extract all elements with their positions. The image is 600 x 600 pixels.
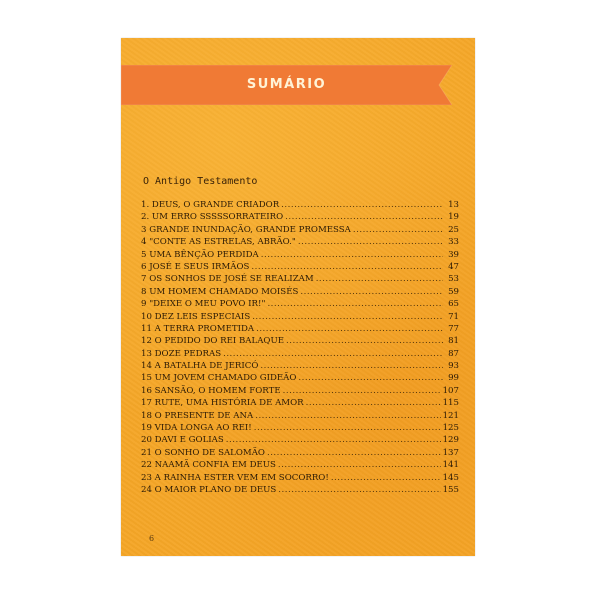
toc-entry-title: 17 RUTE, UMA HISTÓRIA DE AMOR [141, 398, 304, 409]
toc-entry-page: 129 [442, 435, 459, 446]
toc-entry [141, 360, 459, 372]
toc-entry-title: 20 DAVI E GOLIAS [141, 435, 224, 446]
toc-entry-title: 8 UM HOMEM CHAMADO MOISÉS [141, 286, 299, 297]
toc-entry-page: 121 [442, 410, 459, 421]
toc-leader-dots [278, 484, 440, 496]
toc-entry-title: 15 UM JOVEM CHAMADO GIDEÃO [141, 373, 297, 384]
toc-entry-page: 47 [448, 261, 459, 272]
toc-entry-title: 9 "DEIXE O MEU POVO IR!" [141, 299, 266, 310]
toc-entry-title: 14 A BATALHA DE JERICÓ [141, 361, 259, 372]
toc-leader-dots [281, 199, 443, 211]
toc-leader-dots [353, 224, 443, 236]
toc-entry-title: 10 DEZ LEIS ESPECIAIS [141, 311, 251, 322]
toc-entry-title: 1. DEUS, O GRANDE CRIADOR [141, 200, 280, 210]
toc-entry [141, 397, 459, 409]
toc-leader-dots [285, 211, 443, 223]
toc-leader-dots [267, 447, 441, 459]
toc-entry-title: 5 UMA BÊNÇÃO PERDIDA [141, 249, 259, 260]
toc-entry-page: 145 [442, 472, 459, 483]
toc-entry [141, 323, 459, 335]
toc-entry [141, 385, 459, 397]
toc-leader-dots [283, 385, 441, 397]
toc-leader-dots [256, 323, 443, 335]
toc-entry-page: 77 [448, 323, 459, 334]
toc-leader-dots [331, 472, 441, 484]
toc-entry [141, 434, 459, 446]
section-title: O Antigo Testamento [143, 176, 258, 187]
toc-entry-page: 65 [448, 299, 459, 310]
toc-entry-page: 13 [448, 200, 459, 210]
toc-entry-title: 12 O PEDIDO DO REI BALAQUE [141, 336, 284, 347]
toc-entry-page: 81 [448, 336, 459, 347]
toc-leader-dots [251, 261, 443, 273]
toc-entry-page: 59 [448, 286, 459, 297]
toc-entry [141, 447, 459, 459]
toc-entry-page: 39 [448, 249, 459, 260]
toc-entry-page: 107 [442, 385, 459, 396]
toc-entry-page: 99 [448, 373, 459, 384]
toc-entry-page: 155 [442, 484, 459, 495]
toc-leader-dots [286, 335, 443, 347]
title-banner [121, 65, 452, 105]
toc-leader-dots [306, 397, 441, 409]
toc-entry-title: 13 DOZE PEDRAS [141, 348, 222, 359]
toc-entry-page: 115 [442, 398, 459, 409]
toc-entry-page: 125 [442, 423, 459, 434]
toc-entry-title: 3 GRANDE INUNDAÇÃO, GRANDE PROMESSA [141, 224, 351, 235]
toc-title: SUMÁRIO [246, 77, 327, 92]
toc-entry [141, 211, 459, 223]
toc-entry-title: 18 O PRESENTE DE ANA [141, 410, 254, 421]
toc-entry-title: 11 A TERRA PROMETIDA [141, 323, 255, 334]
toc-entry [141, 335, 459, 347]
toc-leader-dots [252, 311, 443, 323]
toc-entry-page: 19 [448, 212, 459, 223]
toc-leader-dots [260, 360, 443, 372]
toc-entry [141, 199, 459, 211]
toc-entry [141, 459, 459, 471]
toc-entry-title: 2. UM ERRO SSSSSORRATEIRO [141, 212, 284, 223]
toc-entry-page: 137 [442, 447, 459, 458]
toc-entry-page: 25 [448, 224, 459, 235]
page-number: 6 [149, 534, 155, 543]
toc-entry [141, 472, 459, 484]
toc-entry [141, 224, 459, 236]
toc-entry-page: 141 [442, 460, 459, 471]
toc-entry-page: 93 [448, 361, 459, 372]
toc-entry [141, 298, 459, 310]
toc-entry [141, 286, 459, 298]
toc-entry [141, 484, 459, 496]
toc-entry-title: 16 SANSÃO, O HOMEM FORTE [141, 385, 281, 396]
toc-entry-title: 19 VIDA LONGA AO REI! [141, 423, 252, 434]
toc-entry-page: 33 [448, 237, 459, 248]
toc-leader-dots [226, 434, 441, 446]
toc-entry-title: 7 OS SONHOS DE JOSÉ SE REALIZAM [141, 274, 314, 285]
toc-entry [141, 422, 459, 434]
toc-leader-dots [278, 459, 441, 471]
toc-entry [141, 372, 459, 384]
toc-leader-dots [298, 236, 443, 248]
toc-entry [141, 410, 459, 422]
table-of-contents [141, 199, 459, 496]
toc-entry [141, 273, 459, 285]
toc-leader-dots [316, 273, 443, 285]
toc-entry-title: 23 A RAINHA ESTER VEM EM SOCORRO! [141, 472, 329, 483]
toc-entry-title: 21 O SONHO DE SALOMÃO [141, 447, 265, 458]
toc-leader-dots [254, 422, 441, 434]
toc-entry-title: 4 "CONTE AS ESTRELAS, ABRÃO." [141, 237, 296, 248]
toc-leader-dots [261, 249, 443, 261]
toc-leader-dots [267, 298, 443, 310]
toc-entry [141, 348, 459, 360]
toc-entry-title: 6 JOSÉ E SEUS IRMÃOS [141, 261, 250, 272]
toc-entry-title: 22 NAAMÃ CONFIA EM DEUS [141, 460, 276, 471]
toc-leader-dots [255, 410, 440, 422]
toc-leader-dots [298, 372, 443, 384]
toc-entry-title: 24 O MAIOR PLANO DE DEUS [141, 484, 277, 495]
toc-entry [141, 236, 459, 248]
toc-entry [141, 311, 459, 323]
toc-entry [141, 249, 459, 261]
toc-entry-page: 71 [448, 311, 459, 322]
toc-leader-dots [223, 348, 443, 360]
toc-leader-dots [300, 286, 443, 298]
toc-entry [141, 261, 459, 273]
toc-entry-page: 53 [448, 274, 459, 285]
book-page [121, 38, 475, 556]
toc-entry-page: 87 [448, 348, 459, 359]
